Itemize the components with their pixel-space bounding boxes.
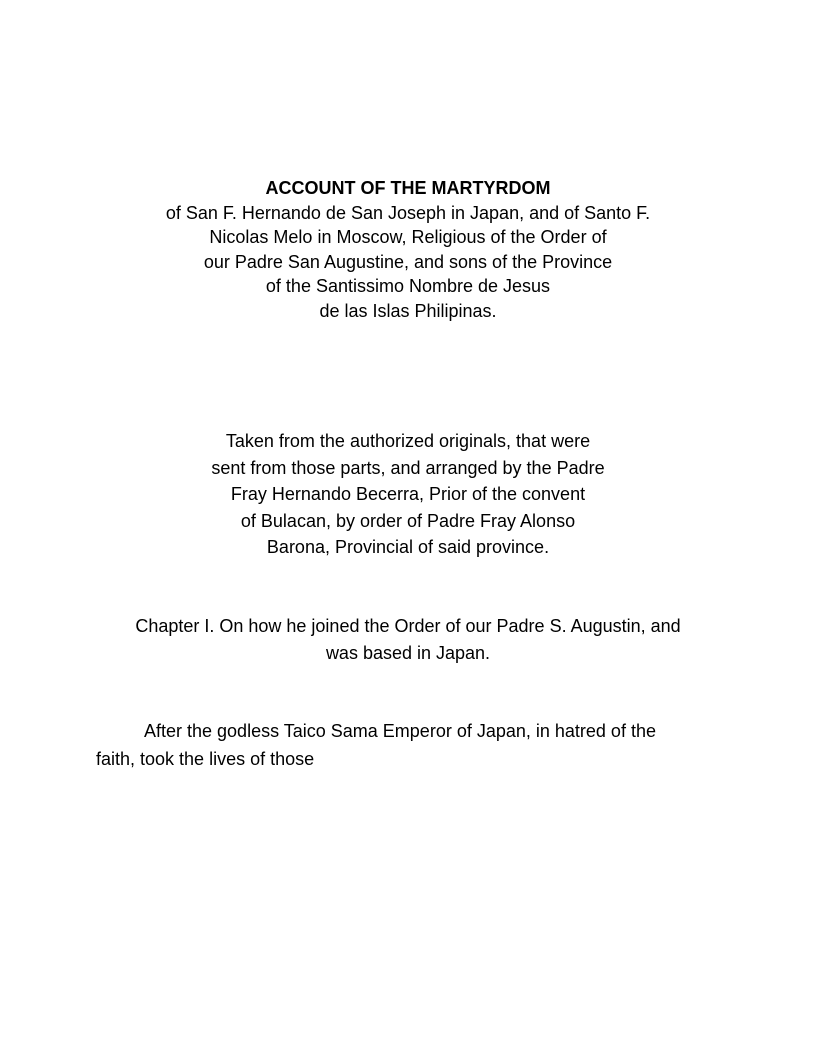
title-line: of the Santissimo Nombre de Jesus	[265, 276, 551, 296]
title-line: of San F. Hernando de San Joseph in Japan, and of Santo F.	[165, 202, 651, 223]
chapter-heading	[80, 613, 736, 667]
source-line: Taken from the authorized originals, that were	[225, 431, 591, 451]
source-note	[80, 428, 736, 561]
title-line: Nicolas Melo in Moscow, Religious of the Order of	[209, 227, 607, 247]
title-block	[80, 176, 736, 323]
chapter-line: Chapter I. On how he joined the Order of our Padre S. Augustin, and	[135, 616, 681, 636]
source-line: Fray Hernando Becerra, Prior of the convent	[230, 484, 586, 504]
body-paragraph	[96, 718, 736, 773]
chapter-line: was based in Japan.	[325, 643, 491, 663]
source-line: of Bulacan, by order of Padre Fray Alonso	[240, 510, 576, 531]
source-line: sent from those parts, and arranged by the Padre	[211, 457, 605, 478]
body-line: faith, took the lives of those	[96, 748, 315, 769]
body-line: After the godless Taico Sama Emperor of Japan, in hatred of the	[144, 721, 656, 741]
source-line: Barona, Provincial of said province.	[266, 537, 550, 557]
title-line: de las Islas Philipinas.	[319, 300, 497, 321]
document-heading: ACCOUNT OF THE MARTYRDOM	[265, 178, 551, 198]
title-line: our Padre San Augustine, and sons of the Province	[203, 251, 613, 272]
